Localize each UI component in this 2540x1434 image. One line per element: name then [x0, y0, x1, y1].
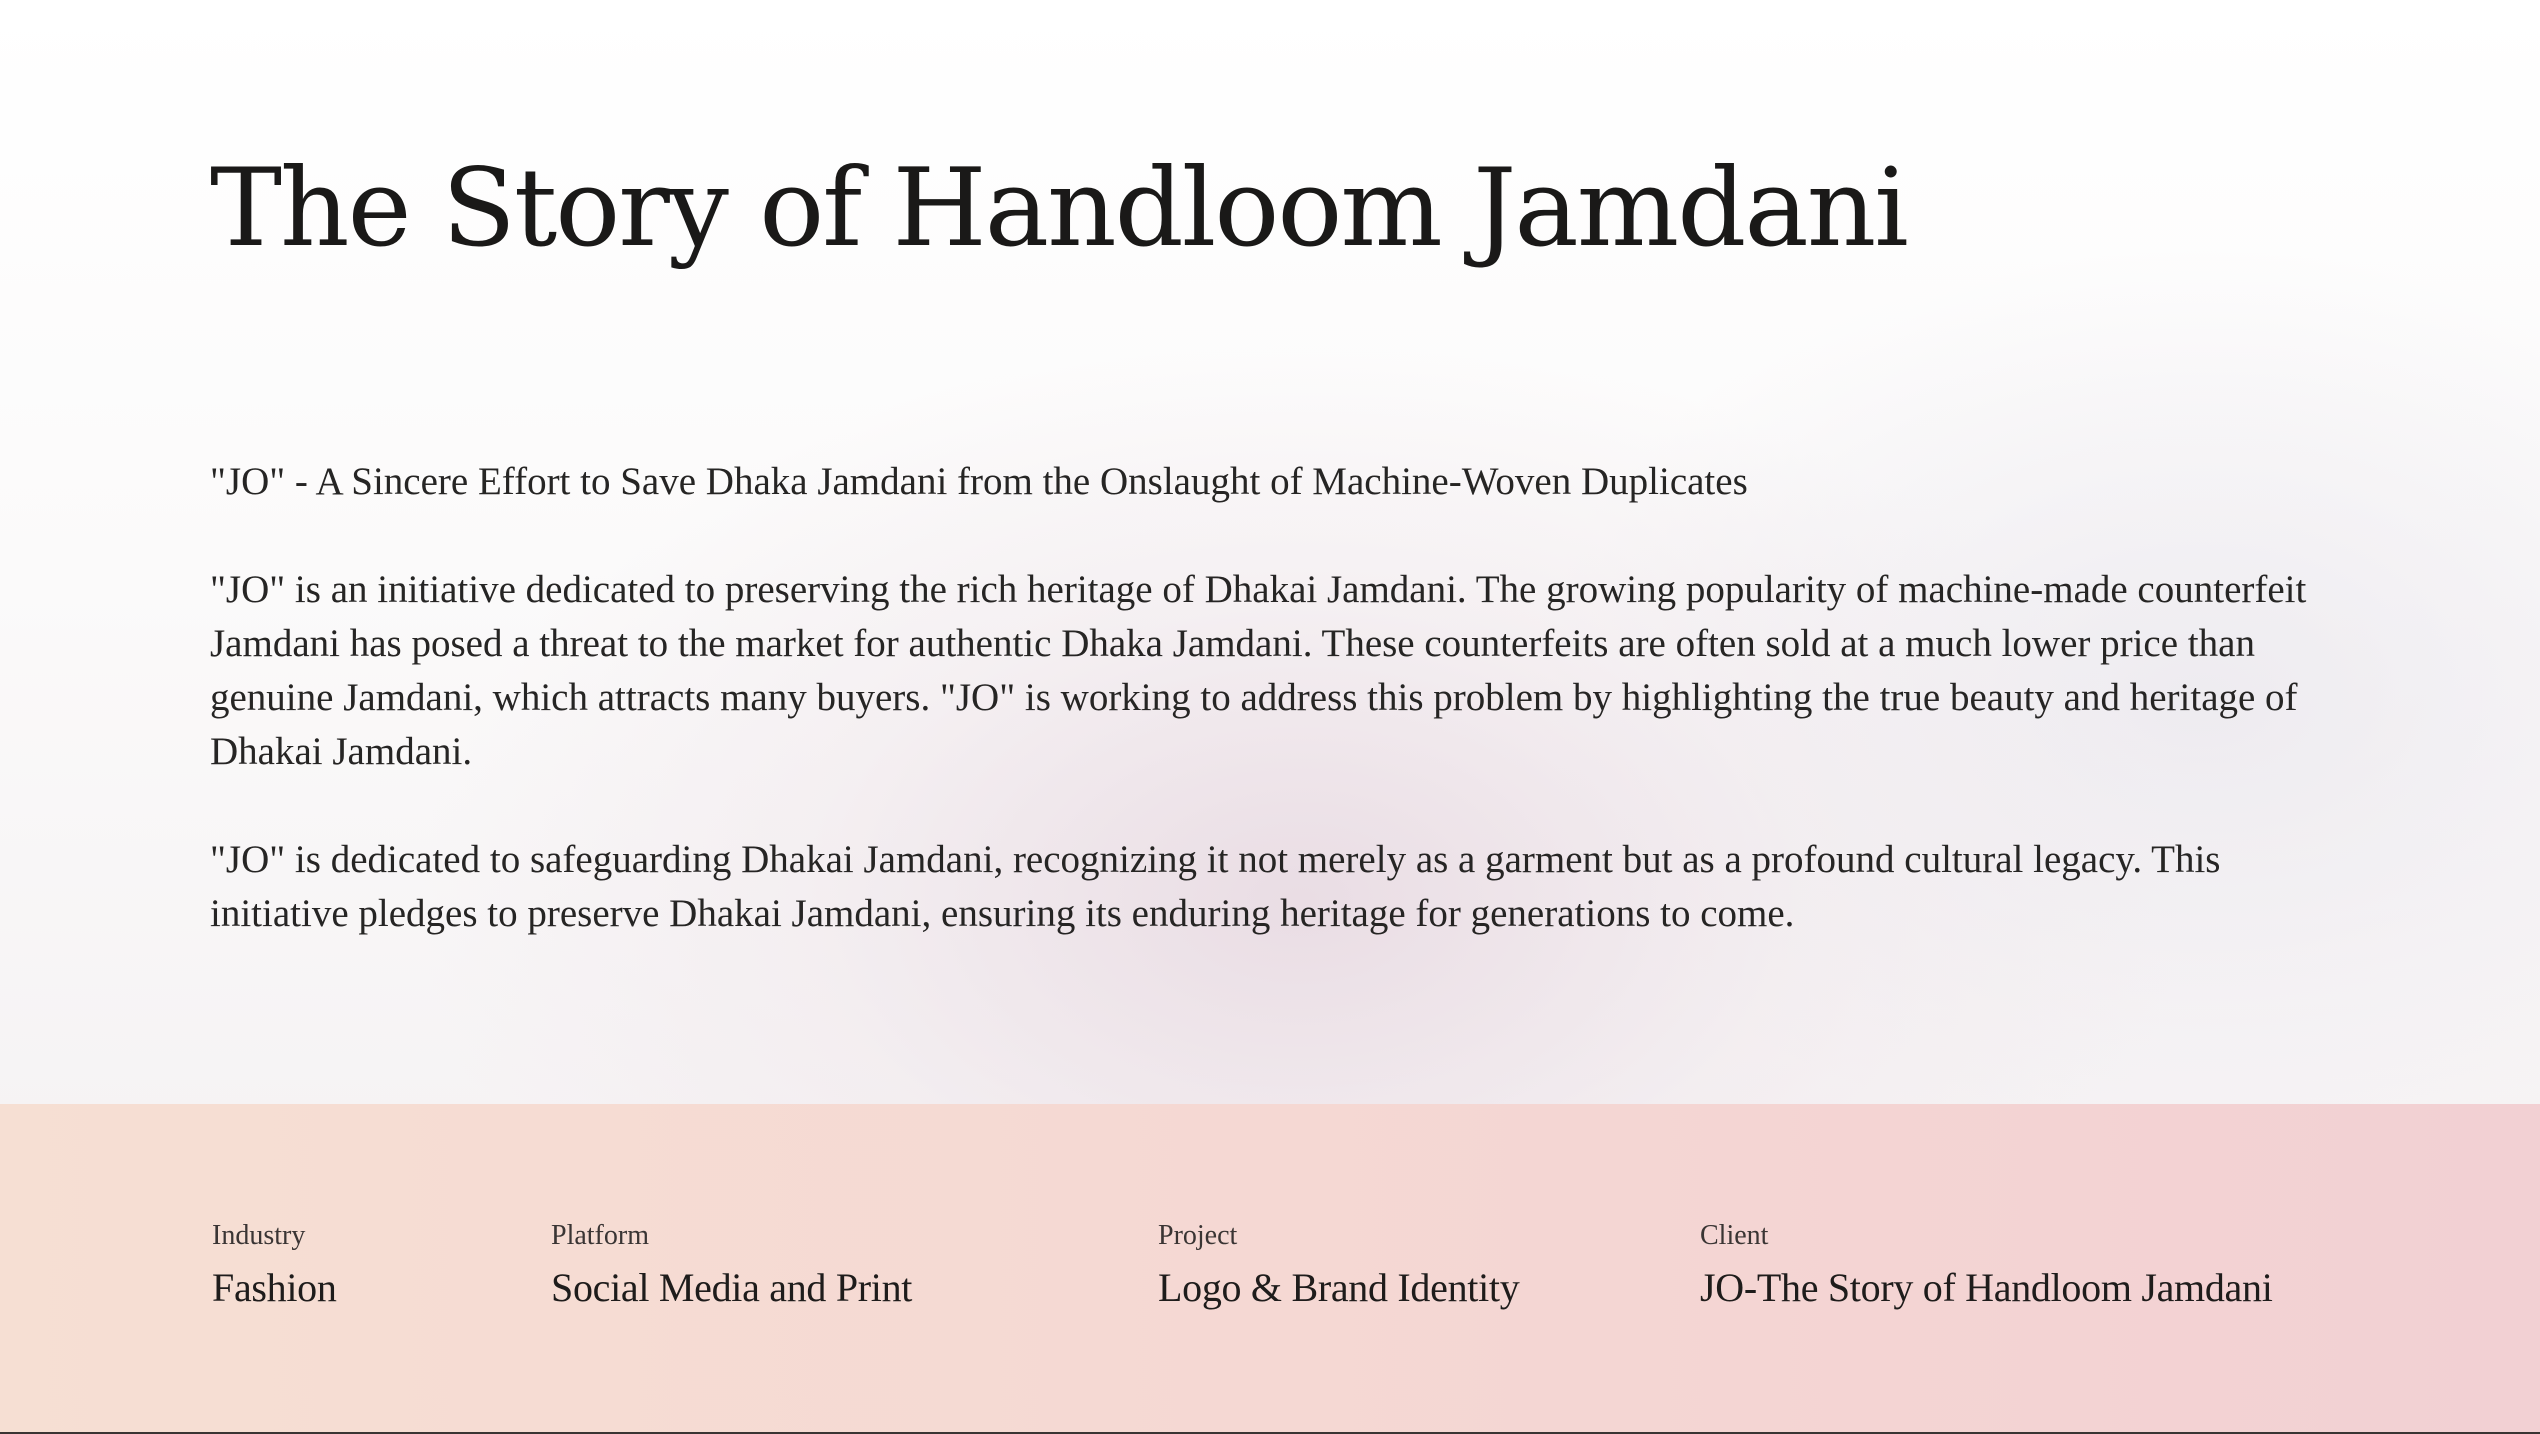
page-title: The Story of Handloom Jamdani: [210, 146, 1907, 271]
meta-platform-label: Platform: [551, 1220, 649, 1251]
project-meta-bar: [0, 1104, 2540, 1434]
meta-industry-label: Industry: [212, 1220, 306, 1251]
meta-industry-value: Fashion: [212, 1265, 337, 1310]
meta-client-value: JO-The Story of Handloom Jamdani: [1700, 1265, 2273, 1310]
meta-client: [1700, 1218, 2273, 1312]
meta-client-label: Client: [1700, 1220, 1769, 1251]
meta-project: [1158, 1218, 1519, 1312]
meta-project-label: Project: [1158, 1220, 1238, 1251]
meta-platform: [551, 1218, 912, 1312]
tagline: "JO" - A Sincere Effort to Save Dhaka Jamdani from the Onslaught of Machine-Woven Duplicates: [210, 460, 1748, 503]
paragraph-legacy: "JO" is dedicated to safeguarding Dhakai Jamdani, recognizing it not merely as a garment but as a profound cultural legacy. This initiative pledges to preserve Dhakai Jamdani, ensuring its enduring heritage for generations to come.: [210, 838, 2221, 935]
meta-platform-value: Social Media and Print: [551, 1265, 913, 1310]
meta-industry: [212, 1218, 337, 1312]
meta-project-value: Logo & Brand Identity: [1158, 1265, 1520, 1310]
paragraph-initiative: "JO" is an initiative dedicated to preserving the rich heritage of Dhakai Jamdani. The growing popularity of machine-made counterfeit Jamdani has posed a threat to the market for authentic Dhaka Jamdani. These counterfeits are often sold at a much lower price than genuine Jamdani, which attracts many buyers. "JO" is working to address this problem by highlighting the true beauty and heritage of Dhakai Jamdani.: [210, 568, 2307, 773]
description-block: [210, 455, 2320, 995]
